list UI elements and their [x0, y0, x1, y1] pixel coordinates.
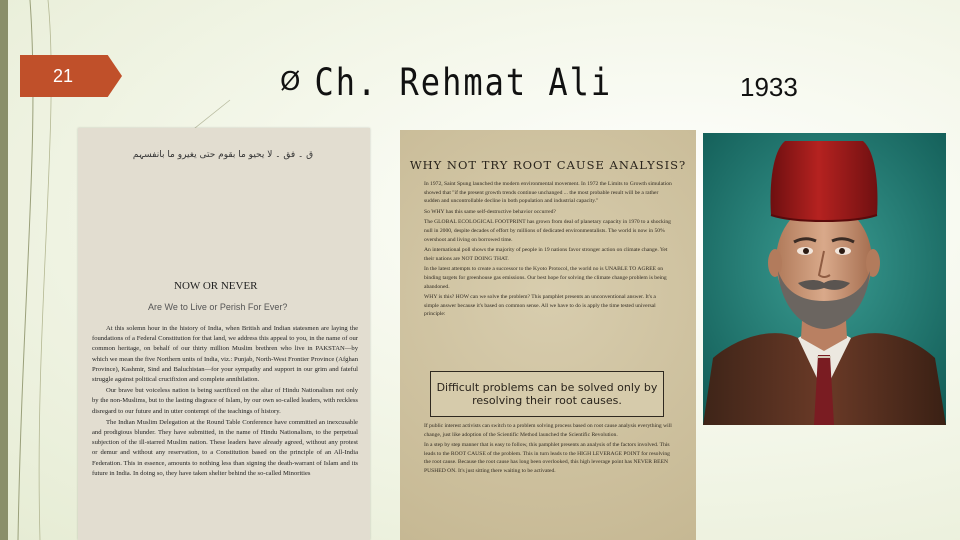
paragraph: In the latest attempts to create a successor to the Kyoto Protocol, the world no is UNABLE TO AGREE on binding targets for greenhouse gas emissions. Our best hope for solving the climate change problem is being abandoned.: [424, 266, 667, 290]
paragraph: So WHY has this same self-destructive behavior occurred?: [424, 208, 556, 215]
urdu-verse: ق ۔ فق ۔ لا یحیو ما بقوم حتی یغیرو ما بانفسہم: [132, 150, 314, 160]
document-title: NOW OR NEVER: [174, 280, 258, 292]
slide-title: [280, 59, 613, 105]
callout-line: resolving their root causes.: [472, 394, 622, 407]
bullet-arrow-icon: Ø: [280, 67, 301, 97]
year-label: 1933: [740, 72, 798, 102]
paragraph: An international poll shows the majority of people in 19 nations favor stronger action on climate change. Yet their nations are NOT DOING THAT.: [424, 247, 668, 262]
paragraph: At this solemn hour in the history of India, when British and Indian statesmen are laying the foundations of a Federal Constitution for that land, we address this appeal to you, in the name of our common heritage, on behalf of our thirty million Muslim brethren who live in PAKSTAN—by which we mean the five Northern units of India, viz.: Punjab, North-West Frontier Province (Afghan Province), Kashmir, Sind and Baluchistan—for your sympathy and support in our grim and fateful struggle against political crucifixion and complete annihilation.: [92, 325, 358, 384]
paragraph: If public interest activists can switch to a problem solving process based on root cause analysis everything will change, just like adoption of the Scientific Method launched the Scientific Revolution.: [424, 423, 672, 438]
paragraph: The GLOBAL ECOLOGICAL FOOTPRINT has grown from deal of planetary capacity in 1970 to a shocking null in 2000, despite decades of effort by millions of dedicated environmentalists. The world is now in 50% overshoot and living on borrowed time.: [424, 219, 671, 243]
slide-number: 21: [52, 66, 74, 86]
pamphlet-heading: WHY NOT TRY ROOT CAUSE ANALYSIS?: [409, 158, 687, 172]
paragraph: WHY is this? HOW can we solve the problem? This pamphlet presents an unconventional answer. It's a simple answer because it's based on common sense. All we have to do is apply the time tested universal principle:: [424, 294, 656, 318]
pamphlet-callout-box: [430, 371, 664, 417]
paragraph: In 1972, Saint Spung launched the modern environmental movement. In 1972 the Limits to Growth simulation showed that "if the present growth trends continue unchanged ... the most probable result will be a rather sudden and uncontrollable decline in both population and industrial capacity.": [424, 181, 672, 205]
paragraph: The Indian Muslim Delegation at the Round Table Conference have committed an inexcusable and prodigious blunder. They have submitted, in the name of Hindu Nationalism, to the perpetual subjection of the ill-starred Muslim nation. These leaders have already agreed, without any protest or demur and without any reservation, to a Constitution based on the principle of an All-India Federation. This in essence, amounts to nothing less than signing the death-warrant of Islam and its future in India. In doing so, they have taken shelter behind the so-called Minorities: [92, 418, 358, 477]
now-or-never-document-image: [78, 128, 370, 540]
callout-line: Difficult problems can be solved only by: [436, 381, 658, 394]
portrait-illustration: [703, 133, 946, 425]
document-subtitle: Are We to Live or Perish For Ever?: [148, 302, 288, 312]
title-text: Ch. Rehmat Ali: [314, 59, 613, 105]
root-cause-pamphlet-image: [400, 130, 696, 540]
pamphlet-body-bottom: [424, 422, 672, 478]
paragraph: In a step by step manner that is easy to follow, this pamphlet presents an analysis of the factors involved. This leads to the ROOT CAUSE of the problem. This in turn leads to the HIGH LEVERAGE POINT for resolving the root cause. Because the root cause has long been overlooked, this high leverage point has NEVER BEEN PUSHED ON. It's just sitting there waiting to be activated.: [424, 442, 670, 474]
document-body: [92, 324, 358, 480]
portrait-photo: [703, 133, 946, 425]
pamphlet-body-top: [424, 180, 672, 321]
paragraph: Our brave but voiceless nation is being sacrificed on the altar of Hindu Nationalism not only by the non-Muslims, but to the lasting disgrace of Islam, by our own so-called leaders, with reckless disregard to our future and in utter contempt of the teachings of history.: [92, 387, 358, 415]
